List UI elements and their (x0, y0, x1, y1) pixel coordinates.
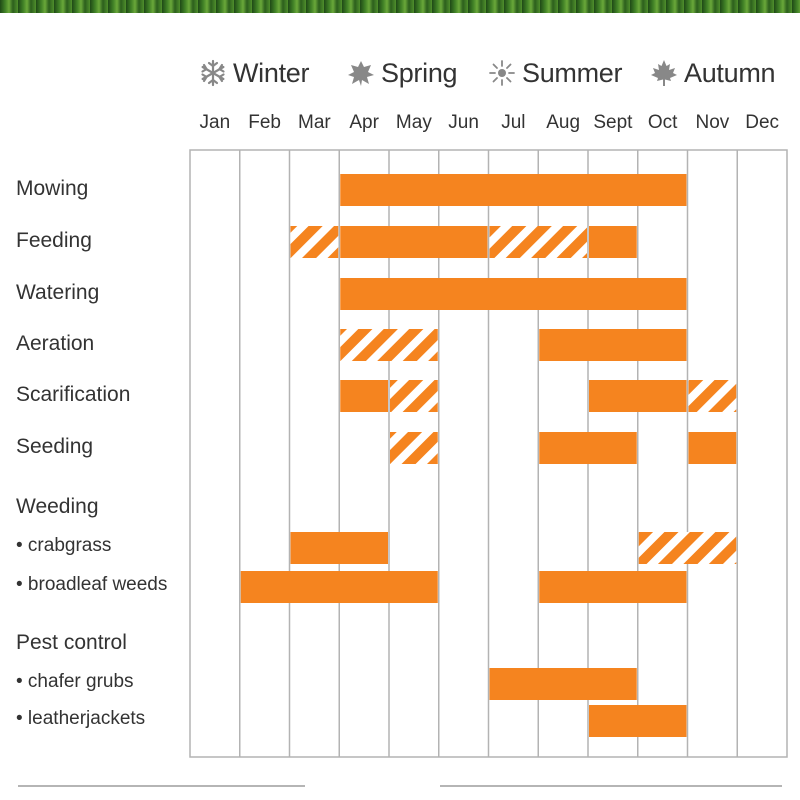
month-label: Oct (647, 112, 678, 133)
month-label: Aug (546, 112, 581, 133)
bar-hatched (689, 380, 737, 412)
task-label: Aeration (16, 332, 95, 355)
month-label: Jul (501, 112, 526, 133)
season-label-summer: Summer (522, 57, 623, 88)
task-label: Mowing (16, 177, 89, 200)
task-label: Scarification (16, 383, 131, 406)
task-label: Feeding (16, 229, 92, 252)
task-label: • crabgrass (16, 535, 112, 556)
bar-solid (340, 278, 686, 310)
month-label: Nov (695, 112, 730, 133)
month-label: Jun (448, 112, 479, 133)
bar-solid (689, 432, 737, 464)
bar-solid (589, 705, 687, 737)
month-label: May (395, 112, 432, 133)
bar-solid (340, 174, 686, 206)
month-label: Mar (298, 112, 331, 133)
bar-hatched (291, 226, 339, 258)
month-label: Feb (248, 112, 281, 133)
task-label: Seeding (16, 435, 94, 458)
month-label: Dec (745, 112, 780, 133)
task-group-heading: Pest control (16, 631, 127, 654)
bar-solid (241, 571, 438, 603)
bar-hatched (390, 432, 438, 464)
bar-solid (539, 329, 686, 361)
bar-hatched (490, 226, 588, 258)
month-label: Jan (199, 112, 231, 133)
bar-solid (291, 532, 389, 564)
bar-solid (340, 380, 388, 412)
bar-solid (490, 668, 637, 700)
task-group-heading: Weeding (16, 495, 99, 518)
task-label: Watering (16, 281, 100, 304)
month-label: Sept (593, 112, 633, 133)
bar-solid (589, 380, 687, 412)
bar-solid (589, 226, 637, 258)
season-label-autumn: Autumn (684, 57, 776, 88)
task-label: • leatherjackets (16, 708, 146, 729)
bar-hatched (340, 329, 438, 361)
bar-solid (539, 571, 686, 603)
bar-hatched (390, 380, 438, 412)
bar-hatched (639, 532, 737, 564)
season-label-winter: Winter (233, 57, 310, 88)
task-label: • chafer grubs (16, 671, 134, 692)
bar-solid (539, 432, 637, 464)
footer-divider-left (18, 785, 305, 787)
month-label: Apr (349, 112, 379, 133)
bar-solid (340, 226, 487, 258)
season-label-spring: Spring (381, 57, 458, 88)
footer-divider-right (440, 785, 782, 787)
task-label: • broadleaf weeds (16, 574, 168, 595)
